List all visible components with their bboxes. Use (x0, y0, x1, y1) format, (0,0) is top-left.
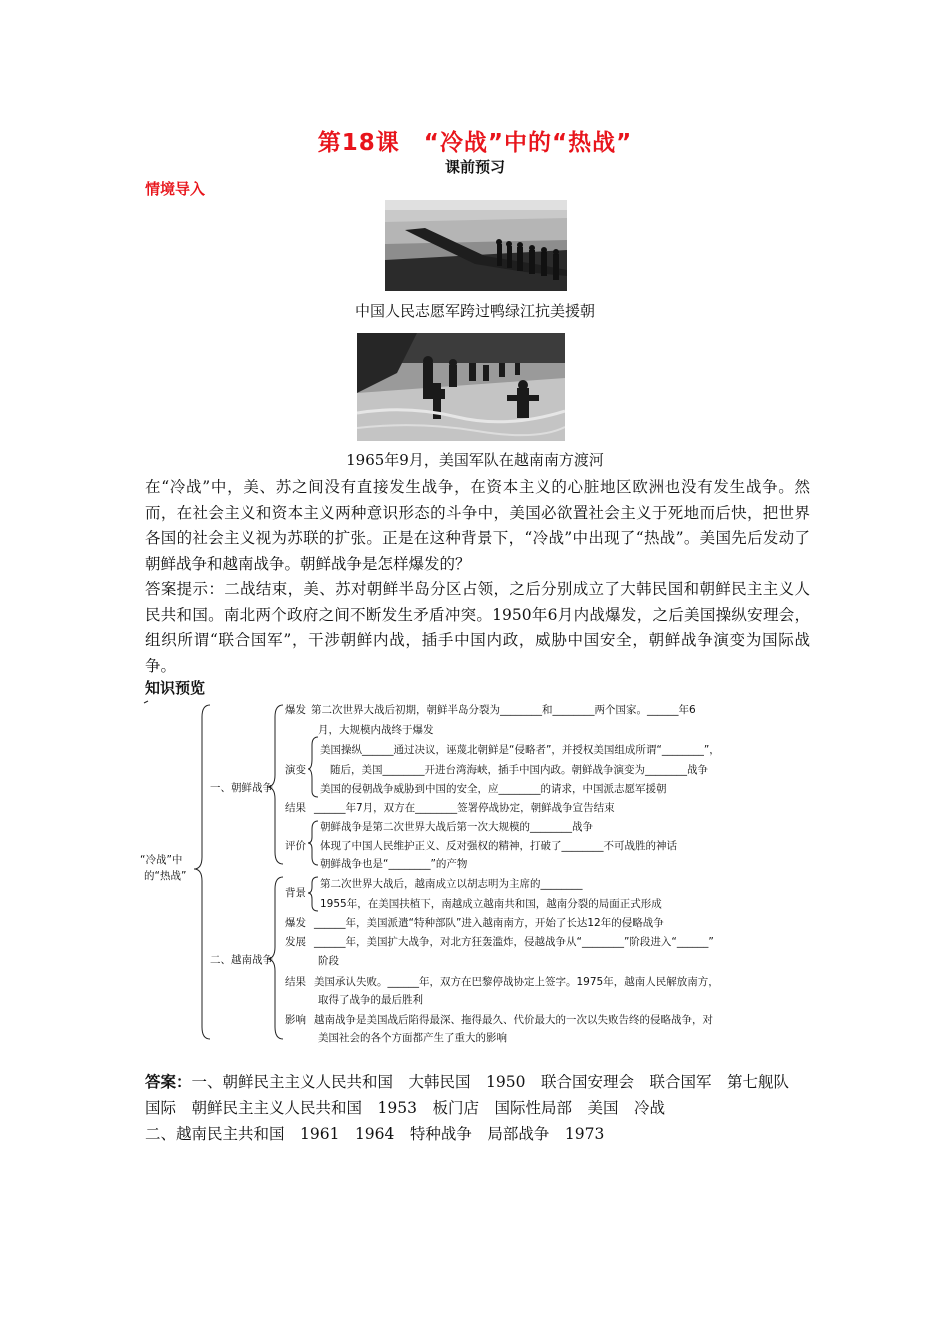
korea-evolution-key: 演变 (285, 764, 306, 776)
answers-line1: 一、朝鲜民主主义人民共和国 大韩民国 1950 联合国安理会 联合国军 第七舰队 国际 朝鲜民主主义人民共和国 1953 板门店 国际性局部 美国 冷战 (145, 1073, 805, 1117)
answers-label: 答案： (145, 1073, 192, 1091)
intro-text: 在“冷战”中，美、苏之间没有直接发生战争，在资本主义的心脏地区欧洲也没有发生战争。然而，在社会主义和资本主义两种意识形态的斗争中，美国必欲置社会主义于死地而后快，把世界各国的社会主义视为苏联的扩张。正是在这种背景下，“冷战”中出现了“热战”。美国先后发动了朝鲜战争和越南战争。朝鲜战争是怎样爆发的？ (145, 478, 810, 573)
korea-evolution-2: 随后，美国________开进台湾海峡，插手中国内政。朝鲜战争演变为________战争 (330, 764, 708, 776)
vietnam-impact-2: 美国社会的各个方面都产生了重大的影响 (318, 1032, 507, 1044)
korea-assessment-1: 朝鲜战争是第二次世界大战后第一次大规模的________战争 (320, 821, 593, 833)
answer-hint: 答案提示：二战结束，美、苏对朝鲜半岛分区占领，之后分别成立了大韩民国和朝鲜民主主义人民共和国。南北两个政府之间不断发生矛盾冲突。1950年6月内战爆发，之后美国操纵安理会，组织所谓“联合国军”，干涉朝鲜内战，插手中国内政，威胁中国安全，朝鲜战争演变为国际战争。 (145, 580, 810, 675)
korea-label: 一、朝鲜战争 (210, 782, 273, 794)
vietnam-outbreak: ______年，美国派遣“特种部队”进入越南南方，开始了长达12年的侵略战争 (314, 917, 664, 929)
vietnam-result-2: 取得了战争的最后胜利 (318, 994, 423, 1006)
korea-assessment-key: 评价 (285, 840, 306, 852)
korea-assessment-2: 体现了中国人民维护正义、反对强权的精神，打破了________不可战胜的神话 (320, 840, 677, 852)
vietnam-result-key: 结果 (285, 976, 306, 988)
vietnam-development-key: 发展 (285, 936, 306, 948)
root-label-2: 的“热战” (144, 870, 187, 882)
photo-volunteer-army (385, 200, 567, 291)
vietnam-development-1: ______年，美国扩大战争，对北方狂轰滥炸，侵越战争从“________”阶段进入“______” (314, 936, 714, 948)
vietnam-background-1: 第二次世界大战后，越南成立以胡志明为主席的________ (320, 878, 583, 890)
korea-outbreak-1: 第二次世界大战后初期，朝鲜半岛分裂为________和________两个国家。______年6 (311, 704, 696, 716)
vietnam-outbreak-key: 爆发 (285, 917, 306, 929)
korea-evolution-3: 美国的侵朝战争威胁到中国的安全，应________的请求，中国派志愿军援朝 (320, 783, 667, 795)
knowledge-tree-diagram (140, 697, 800, 1049)
vietnam-result-1: 美国承认失败。______年，双方在巴黎停战协定上签字。1975年，越南人民解放南方， (314, 976, 719, 988)
korea-outbreak-key: 爆发 (285, 704, 306, 716)
lesson-title: 第18课 “冷战”中的“热战” (317, 130, 633, 156)
vietnam-impact-1: 越南战争是美国战后陷得最深、拖得最久、代价最大的一次以失败告终的侵略战争，对 (314, 1014, 713, 1026)
korea-evolution-1: 美国操纵______通过决议，诬蔑北朝鲜是“侵略者”，并授权美国组成所谓“________”， (320, 744, 720, 756)
preview-heading: 知识预览 (145, 679, 206, 697)
root-label-1: “冷战”中 (140, 854, 183, 866)
korea-result-key: 结果 (285, 802, 306, 814)
intro-heading: 情境导入 (145, 180, 206, 198)
photo2-caption: 1965年9月，美国军队在越南南方渡河 (346, 451, 604, 469)
vietnam-background-key: 背景 (285, 887, 306, 899)
answers-line2: 二、越南民主共和国 1961 1964 特种战争 局部战争 1973 (145, 1125, 605, 1143)
vietnam-background-2: 1955年，在美国扶植下，南越成立越南共和国，越南分裂的局面正式形成 (320, 898, 662, 910)
vietnam-label: 二、越南战争 (210, 954, 273, 966)
lesson-subtitle: 课前预习 (444, 158, 505, 176)
answers-block (145, 1069, 810, 1147)
photo-us-troops-vietnam (357, 333, 565, 441)
korea-result: ______年7月，双方在________签署停战协定，朝鲜战争宣告结束 (314, 802, 615, 814)
vietnam-development-2: 阶段 (318, 955, 339, 967)
intro-paragraph (145, 475, 810, 679)
vietnam-impact-key: 影响 (285, 1014, 306, 1026)
photo1-caption: 中国人民志愿军跨过鸭绿江抗美援朝 (354, 302, 595, 320)
korea-assessment-3: 朝鲜战争也是“________”的产物 (320, 858, 468, 870)
korea-outbreak-2: 月，大规模内战终于爆发 (318, 724, 434, 736)
